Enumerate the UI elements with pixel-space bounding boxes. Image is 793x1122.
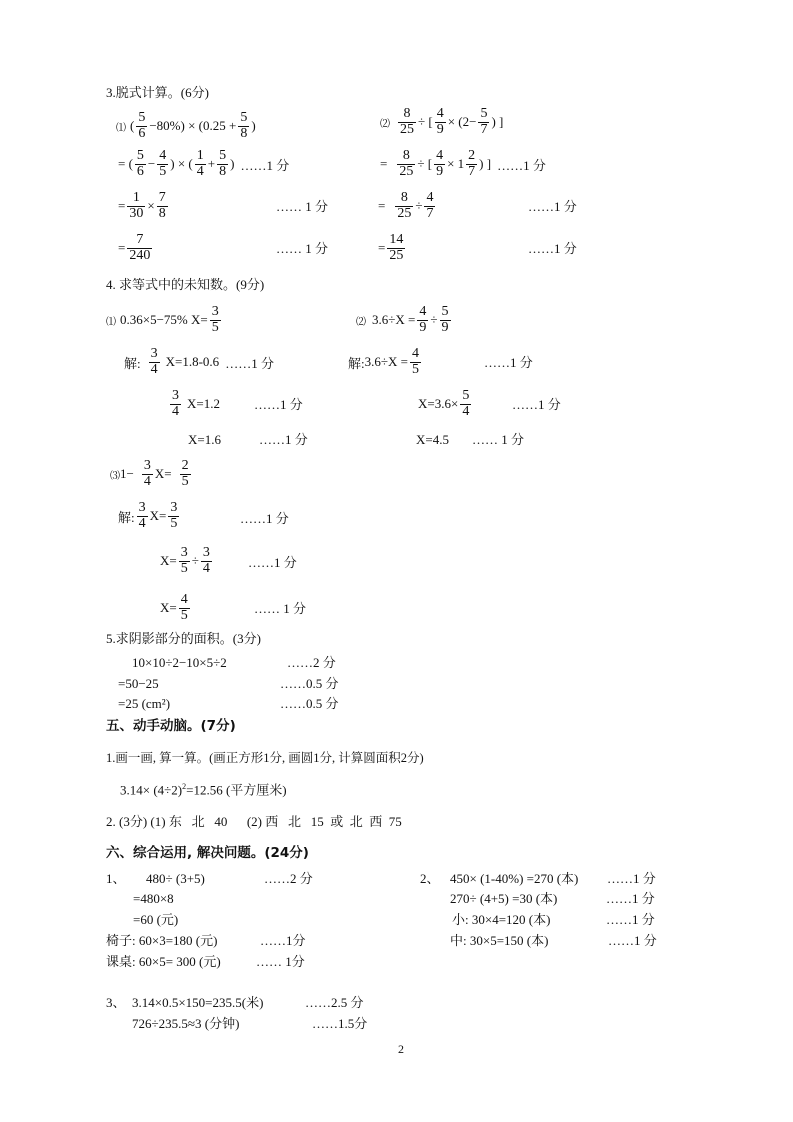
expr-text: 726÷235.5≈3 (分钟) [132, 1016, 240, 1031]
fraction: $\frac{7}{240}$ [129, 231, 151, 263]
expr-text: 480÷ (3+5) [146, 871, 205, 886]
part5-q1-expr [120, 783, 287, 796]
q-label: 2、 [420, 871, 440, 886]
operator: ÷ [430, 312, 438, 327]
s4-q1-line2 [124, 344, 274, 380]
fraction: $\frac{3}{5}$ [180, 544, 188, 576]
expr-text: X= [149, 508, 167, 523]
s3-q1-line2 [118, 146, 289, 182]
s3-q2-line1 [380, 104, 503, 140]
fraction: $\frac{7}{8}$ [158, 189, 166, 221]
fraction: $\frac{5}{8}$ [240, 109, 248, 141]
expr-text: 0.36×5−75% X= [120, 312, 208, 327]
points: …… 1分 [256, 954, 305, 969]
points: ……1 分 [608, 933, 657, 948]
points: …… 1 分 [254, 601, 307, 616]
points: …… 1 分 [276, 241, 329, 256]
expr-text: X=1.8-0.6 [165, 354, 220, 369]
points: ……1 分 [254, 397, 303, 412]
expr-text: ÷ [ [418, 114, 433, 129]
points: ……1 分 [528, 241, 577, 256]
s4-q2-line3 [418, 386, 473, 422]
points: …… 1 分 [472, 432, 525, 447]
s4-q2-line2 [348, 344, 423, 380]
expr-text: 3.14×0.5×150=235.5(米) [132, 995, 264, 1010]
fraction: $\frac{3}{5}$ [211, 303, 219, 335]
superscript: 2 [182, 782, 187, 791]
points: …… 1 分 [276, 199, 329, 214]
points: ……1 分 [606, 912, 655, 927]
expr-text: = [378, 240, 386, 255]
paren: ) [251, 118, 256, 133]
expr-text: X=1.2 [187, 396, 220, 411]
expr-text: = [378, 198, 386, 213]
points: ……0.5 分 [280, 676, 339, 691]
fraction: $\frac{5}{9}$ [441, 303, 449, 335]
s4-q1-line1 [106, 302, 223, 338]
page-number: 2 [398, 1042, 404, 1056]
points: ……1 分 [259, 432, 308, 447]
expr-text: 小: 30×4=120 (本) [452, 912, 551, 927]
operator: ÷ [191, 553, 199, 568]
expr-text: 中: 30×5=150 (本) [450, 933, 549, 948]
q-label: ⑵ [380, 118, 390, 130]
expr-text: = [118, 240, 126, 255]
expr-text: ÷ [ [417, 156, 433, 171]
expr-text: × (2− [447, 114, 477, 129]
points: ……1 分 [497, 157, 546, 173]
fraction: $\frac{8}{25}$ [400, 105, 414, 137]
expr-text: 3.6÷X = [372, 312, 416, 327]
paren: ) [230, 156, 235, 171]
fraction: $\frac{5}{8}$ [219, 147, 227, 179]
paren: ) ] [479, 156, 492, 171]
points: ……1 分 [240, 157, 290, 173]
fraction: $\frac{4}{5}$ [159, 147, 167, 179]
q-label: ⑴ [116, 122, 126, 134]
fraction: 3 4 [172, 387, 179, 419]
s4-q3-line3 [160, 543, 214, 579]
points: ……1 分 [484, 355, 533, 370]
expr-text: =25 (cm²) [118, 696, 171, 711]
section4-title: 4. 求等式中的未知数。(9分) [106, 277, 265, 292]
expr-text: X= [160, 553, 177, 568]
fraction: $\frac{8}{25}$ [397, 189, 412, 221]
s4-q3-line1 [110, 456, 193, 492]
part5-heading: 五、动手动脑。(7分) [106, 718, 236, 734]
expr-text: 3.6÷X = [364, 354, 408, 369]
expr-text: X=4.5 [416, 432, 449, 447]
part6-heading: 六、综合运用, 解决问题。(24分) [106, 845, 309, 861]
fraction: $\frac{4}{7}$ [426, 189, 434, 221]
section3-title: 3.脱式计算。(6分) [106, 85, 209, 100]
expr-text: = [380, 156, 388, 171]
expr-text: 课桌: 60×5= 300 (元) [106, 954, 221, 969]
expr-text: 椅子: 60×3=180 (元) [106, 933, 218, 948]
q-label: ⑴ [106, 316, 116, 328]
fraction: $\frac{4}{5}$ [411, 345, 419, 377]
points: ……1 分 [240, 511, 289, 526]
paren: ( [130, 118, 135, 133]
operator: ÷ [415, 198, 423, 213]
q-label: ⑵ [356, 316, 366, 328]
fraction: $\frac{1}{30}$ [129, 189, 144, 221]
s3-q1-line4 [118, 230, 154, 266]
expr-text: 270÷ (4+5) =30 (本) [450, 891, 558, 906]
fraction: $\frac{4}{9}$ [419, 303, 427, 335]
fraction: $\frac{3}{4}$ [202, 544, 210, 576]
solution-label: 解: [124, 355, 141, 371]
paren: ) ] [491, 114, 504, 129]
points: ……1 分 [606, 891, 655, 906]
s4-q1-line3 [168, 386, 220, 422]
expr-text: ) × ( [170, 156, 193, 171]
expr-text: −80%) × (0.25 + [149, 118, 237, 133]
part5-q1-title: 1.画一画, 算一算。(画正方形1分, 画圆1分, 计算圆面积2分) [106, 751, 424, 765]
points: ……2 分 [287, 655, 336, 670]
fraction: $\frac{5}{4}$ [462, 387, 470, 419]
fraction: $\frac{8}{25}$ [399, 147, 414, 179]
s4-q3-line2 [118, 498, 181, 534]
fraction: 1 4 [196, 147, 204, 179]
s3-q1-line3 [118, 188, 170, 224]
expr-text: X=3.6× [418, 396, 459, 411]
fraction: $\frac{4}{9}$ [436, 105, 444, 137]
s3-q2-line3 [378, 188, 437, 224]
q-label: ⑶ [110, 470, 120, 482]
points: ……1.5分 [312, 1016, 368, 1031]
fraction: 5 6 [138, 109, 146, 141]
s3-q1-line1 [116, 108, 256, 144]
points: ……1 分 [512, 397, 561, 412]
expr-text: =12.56 (平方厘米) [186, 782, 287, 798]
fraction: $\frac{4}{9}$ [436, 147, 444, 179]
points: ……1分 [260, 933, 306, 948]
expr-text: = [118, 198, 126, 213]
s4-q2-line1 [356, 302, 453, 338]
expr-text: 1− [120, 466, 134, 481]
expr-text: X= [154, 466, 172, 481]
fraction: $\frac{14}{25}$ [389, 231, 404, 263]
expr-text: X= [160, 600, 177, 615]
fraction: $\frac{3}{5}$ [170, 499, 178, 531]
expr-text: X=1.6 [188, 432, 221, 447]
expr-text: =60 (元) [133, 912, 179, 927]
s3-q2-line4 [378, 230, 407, 266]
points: ……1 分 [248, 555, 297, 570]
points: ……1 分 [225, 355, 274, 371]
fraction: $\frac{4}{5}$ [180, 591, 188, 623]
part5-q2: 2. (3分) (1) 东 北 40 (2) 西 北 15 或 北 西 75 [106, 814, 402, 829]
points: ……2 分 [264, 871, 313, 886]
points: ……1 分 [607, 871, 656, 886]
s3-q2-line2 [380, 146, 546, 182]
operator: + [207, 156, 216, 171]
fraction: 2 5 [181, 457, 189, 489]
fraction: 3 4 [138, 499, 146, 531]
fraction: 3 4 [150, 345, 158, 377]
points: ……0.5 分 [280, 696, 339, 711]
operator: × [147, 198, 155, 213]
section5-title: 5.求阴影部分的面积。(3分) [106, 631, 261, 646]
points: ……2.5 分 [305, 995, 364, 1010]
fraction: 5 6 [136, 147, 144, 179]
q-label: 3、 [106, 995, 126, 1010]
s4-q3-line4 [160, 590, 192, 626]
solution-label: 解: [348, 355, 365, 371]
fraction: 3 4 [143, 457, 151, 489]
fraction: $\frac{5}{7}$ [480, 105, 488, 137]
expr-text: =50−25 [118, 676, 159, 691]
expr-text: 3.14× (4÷2) [120, 782, 183, 798]
solution-label: 解: [118, 509, 135, 525]
points: ……1 分 [528, 199, 577, 214]
expr-text: = ( [118, 156, 133, 171]
fraction: 2 7 [468, 147, 476, 179]
operator: − [147, 156, 156, 171]
expr-text: =480×8 [133, 891, 174, 906]
expr-text: 450× (1-40%) =270 (本) [450, 871, 579, 886]
expr-text: × 1 [447, 156, 465, 171]
expr-text: 10×10÷2−10×5÷2 [132, 655, 227, 670]
q-label: 1、 [106, 871, 126, 886]
